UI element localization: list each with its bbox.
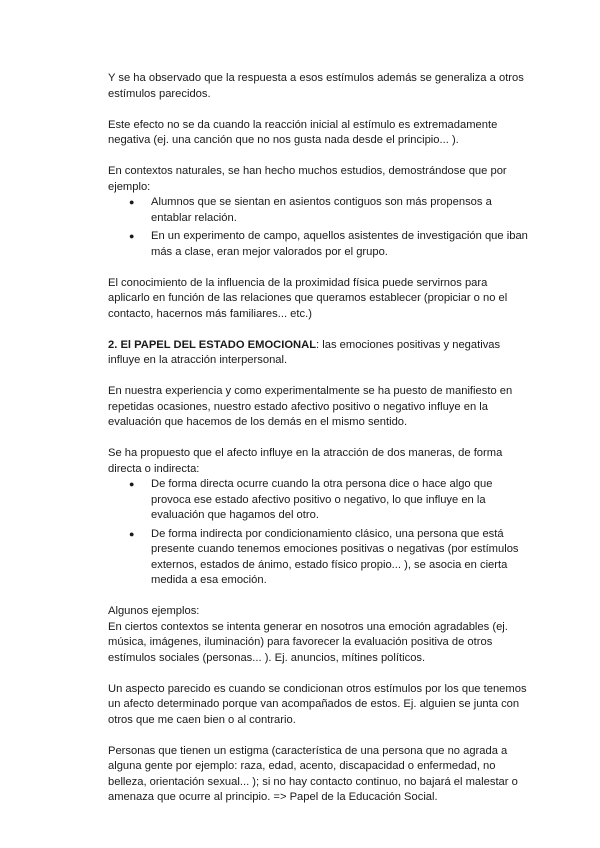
paragraph-natural-contexts: En contextos naturales, se han hecho muchos estudios, demostrándose que por ejemplo: [108,165,507,193]
bullet-icon: ● [129,479,135,489]
bullet-icon: ● [129,231,135,241]
paragraph-examples: En ciertos contextos se intenta generar en nosotros una emoción agradables (ej. música, imágenes, iluminación) para favorecer la evaluación positiva de otros estímulos sociales (personas... ). Ej. anuncios, mítines políticos. [108,620,508,664]
list-item: ● De forma indirecta por condicionamiento clásico, una persona que está presente cuando tenemos emociones positivas o negativas (por estímulos externos, estados de ánimo, estado físico propio... ), se asocia en cierta medida a esa emoción. [129,527,519,586]
list-studies [108,195,530,260]
list-item: ● De forma directa ocurre cuando la otra persona dice o hace algo que provoca ese estado afectivo positivo o negativo, lo que influye en la evaluación que hagamos del otro. [129,478,493,521]
list-item: ● Alumnos que se sientan en asientos contiguos son más propensos a entablar relación. [129,196,492,224]
paragraph-generalization: Y se ha observado que la respuesta a esos estímulos además se generaliza a otros estímulos parecidos. [108,72,524,100]
paragraph-stigma: Personas que tienen un estigma (característica de una persona que no agrada a alguna gente por ejemplo: raza, edad, acento, discapacidad o enfermedad, no belleza, orientación sexual... ); si no hay contacto continuo, no bajará el malestar o amenaza que ocurre al principio. => Papel de la Educación Social. [108,744,518,803]
paragraph-experience: En nuestra experiencia y como experimentalmente se ha puesto de manifiesto en repetidas ocasiones, nuestro estado afectivo positivo o negativo influye en la evaluación que hacemos de los demás en el mismo sentido. [108,385,513,428]
paragraph-two-ways: Se ha propuesto que el afecto influye en la atracción de dos maneras, de forma directa o indirecta: [108,447,503,475]
paragraph-proximity: El conocimiento de la influencia de la proximidad física puede servirnos para aplicarlo en función de las relaciones que queramos establecer (propiciar o no el contacto, hacernos más familiares... etc.) [108,276,508,320]
paragraph-conditioning: Un aspecto parecido es cuando se condicionan otros estímulos por los que tenemos un afecto determinado porque van acompañados de estos. Ej. alguien se junta con otros que me caen bien o al contrario. [108,682,527,726]
list-item: ● En un experimento de campo, aquellos asistentes de investigación que iban más a clase, eran mejor valorados por el grupo. [129,230,528,258]
bullet-icon: ● [129,528,135,539]
section-heading-emotional-state [108,338,530,369]
list-ways [108,477,530,589]
section-title: 2. El PAPEL DEL ESTADO EMOCIONAL [108,338,317,351]
section-title-rest: : las emociones positivas y negativas influye en la atracción interpersonal. [108,338,501,366]
paragraph-examples-label: Algunos ejemplos: [108,605,200,617]
paragraph-negative-reaction: Este efecto no se da cuando la reacción inicial al estímulo es extremadamente negativa (ej. una canción que no nos gusta nada desde el principio... ). [108,118,498,146]
bullet-icon: ● [129,197,135,207]
